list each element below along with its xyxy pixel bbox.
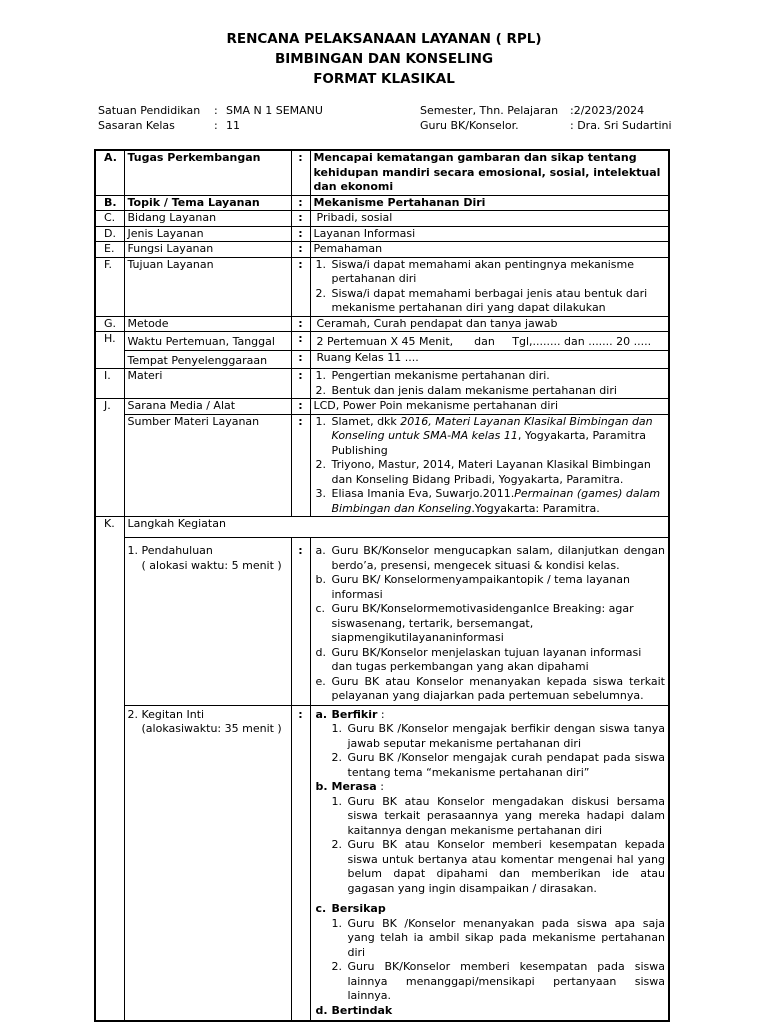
group-label: Bertindak [331,1003,393,1017]
row-value: LCD, Power Poin mekanisme pertahanan diri [310,399,669,415]
row-value [310,369,669,399]
step-note: ( alokasi waktu: 5 menit ) [141,558,282,572]
list-item [314,795,666,839]
row-label: Sarana Media / Alat [124,399,291,415]
row-langkah-kegiatan [95,517,669,538]
item-text: Guru BK atau Konselor menanyakan kepada siswa terkait pelayanan yang diajarkan pada pertemuan sebelumnya. [331,674,665,702]
row-code: F. [95,257,124,316]
item-number: 1. [315,414,326,428]
sasaran-value: 11 [226,119,240,132]
row-code: H. [95,332,124,369]
semester-label: Semester, Thn. Pelajaran [420,104,559,117]
row-tugas-perkembangan [95,150,669,195]
row-value [310,316,669,332]
row-code: I. [95,369,124,399]
list-item [314,751,666,780]
item-number: 2. [315,458,326,471]
row-topik [95,195,669,211]
item-text: Guru BK atau Konselor memberi kesempatan kepada siswa untuk bertanya atau komentar mengenai hal yang belum dapat dipahami dan memberikan ide atau gagasan yang ingin disampaikan / dirasakan. [347,838,665,895]
row-label: Tugas Perkembangan [124,150,291,195]
row-code: K. [95,517,124,1022]
row-sep: : [291,211,310,227]
row-pendahuluan [95,538,669,706]
row-label: Metode [124,316,291,332]
item-number: 2. [315,383,326,397]
row-label: Tujuan Layanan [124,257,291,316]
item-number: 1. [331,916,342,930]
row-value [310,332,669,351]
row-sep: : [291,316,310,332]
list-item [314,722,666,751]
row-value-text: Pribadi, sosial [316,211,393,224]
satuan-label: Satuan Pendidikan [98,104,201,117]
step-title: 2. Kegitan Inti [127,707,205,721]
item-number: 1. [331,794,342,808]
list-item [314,487,666,516]
guru-label: Guru BK/Konselor. [420,119,519,132]
list-item [314,917,666,961]
row-sep: : [291,399,310,415]
item-text: Guru BK/Konselor mengucapkan salam, dilanjutkan dengan berdo’a, presensi, mengecek situasi & kondisi kelas. [331,544,665,572]
row-sep: : [291,369,310,399]
row-tujuan [95,257,669,316]
list-item [314,384,666,399]
row-sumber [95,414,669,517]
row-fungsi [95,242,669,258]
group-heading [314,780,666,795]
list-item [314,415,666,459]
item-letter: c. [315,602,326,615]
item-number: 3. [315,487,326,500]
list-item [314,675,666,704]
item-number: 1. [315,257,326,271]
list-item [314,258,666,287]
row-value: Mencapai kematangan gambaran dan sikap tentang kehidupan mandiri secara emosional, sosial, intelektual dan ekonomi [310,150,669,195]
list-item [314,458,666,487]
item-number: 2. [331,751,342,764]
group-suffix: : [376,780,384,793]
row-code: D. [95,226,124,242]
list-item [314,838,666,896]
item-number: 1. [331,722,342,735]
row-label: Bidang Layanan [124,211,291,227]
group-label: Bersikap [331,902,386,915]
guru-value: : Dra. Sri Sudartini [570,119,672,132]
row-jenis [95,226,669,242]
item-text: Eliasa Imania Eva, Suwarjo.2011. [331,487,515,500]
list-item [314,646,666,675]
row-value-text: Ruang Kelas 11 .... [316,350,419,364]
row-tempat [95,350,669,369]
row-sarana [95,399,669,415]
satuan-colon: : [214,104,218,117]
item-number: 2. [331,838,342,851]
group-heading [314,902,666,917]
doc-title-line1: RENCANA PELAKSANAAN LAYANAN ( RPL) [226,31,542,47]
item-text: Guru BK /Konselor menanyakan pada siswa apa saja yang telah ia ambil sikap pada mekanisme pertahanan diri [347,916,665,959]
item-text-italic: Permainan (games) dalam Bimbingan dan Konseling [331,487,661,515]
group-letter: a. [315,707,328,721]
item-text: Triyono, Mastur, 2014, Materi Layanan Klasikal Bimbingan dan Konseling Bidang Pribadi, Yogyakarta, Paramitra. [331,458,651,486]
row-metode [95,316,669,332]
row-code: A. [95,150,124,195]
sasaran-label: Sasaran Kelas [98,119,175,132]
doc-title-line2: BIMBINGAN DAN KONSELING [274,51,494,67]
row-value [310,414,669,517]
row-sep: : [291,538,310,706]
step-label [124,538,291,706]
item-text-italic: 2016, Materi Layanan Klasikal Bimbingan dan Konseling untuk SMA-MA kelas 11 [331,414,653,442]
row-value [310,211,669,227]
item-letter: a. [315,544,326,557]
step-title: 1. Pendahuluan [127,544,213,557]
row-label: Fungsi Layanan [124,242,291,258]
satuan-value: SMA N 1 SEMANU [226,104,323,117]
list-item [314,287,666,316]
item-number: 1. [315,369,326,382]
item-text: Guru BK/Konselor memberi kesempatan pada siswa lainnya menanggapi/mensikapi pertanyaan siswa lainnya. [347,960,665,1002]
group-letter: b. [315,780,328,793]
sasaran-colon: : [214,119,218,132]
item-text: Guru BK/ Konselormenyampaikantopik / tema layanan informasi [331,573,630,601]
list-item [314,573,666,602]
step-label [124,705,291,1021]
list-item [314,602,666,646]
row-sep: : [291,350,310,369]
row-code: C. [95,211,124,227]
row-sep: : [291,226,310,242]
group-label: Merasa [331,780,377,793]
item-letter: e. [315,674,326,688]
row-bidang [95,211,669,227]
row-sep: : [291,705,310,1021]
row-code: G. [95,316,124,332]
row-label: Materi [124,369,291,399]
item-text: Bentuk dan jenis dalam mekanisme pertahanan diri [331,383,617,397]
item-text: Siswa/i dapat memahami berbagai jenis atau bentuk dari mekanisme pertahanan diri yang dapat dilakukan [331,286,648,314]
list-item [314,960,666,1004]
row-value-text: Ceramah, Curah pendapat dan tanya jawab [316,316,558,330]
row-sep: : [291,150,310,195]
item-number: 2. [331,960,342,973]
row-value [310,257,669,316]
item-text: Siswa/i dapat memahami akan pentingnya mekanisme pertahanan diri [331,257,634,285]
group-suffix: : [377,707,385,721]
row-value-text: 2 Pertemuan X 45 Menit, dan Tgl,........ dan ....... 20 ..... [316,335,652,348]
step-content [310,538,669,706]
row-value [310,350,669,369]
item-text: Guru BK/KonselormemotivasidenganIce Breaking: agar siswasenang, tertarik, bersemangat, siapmengikutilayananinformasi [331,602,634,644]
step-note: (alokasiwaktu: 35 menit ) [141,722,282,735]
rpl-table [94,149,670,1022]
item-text: Guru BK/Konselor menjelaskan tujuan layanan informasi dan tugas perkembangan yang akan dipahami [331,645,642,673]
row-sep: : [291,414,310,517]
list-item [314,369,666,384]
row-label: Jenis Layanan [124,226,291,242]
row-sep: : [291,242,310,258]
item-letter: b. [315,573,326,586]
row-label: Langkah Kegiatan [124,517,669,538]
item-text: , Yogyakarta, Paramitra Publishing [331,429,647,457]
group-label: Berfikir [331,707,378,721]
row-label: Tempat Penyelenggaraan [124,350,291,369]
group-heading [314,1004,666,1019]
row-value: Layanan Informasi [310,226,669,242]
item-text: Guru BK /Konselor mengajak berfikir dengan siswa tanya jawab seputar mekanisme pertahanan diri [347,722,665,750]
item-text: Guru BK /Konselor mengajak curah pendapat pada siswa tentang tema “mekanisme pertahanan diri” [347,751,665,779]
doc-title-line3: FORMAT KLASIKAL [313,71,455,87]
item-text: .Yogyakarta: Paramitra. [471,501,600,515]
group-heading [314,708,666,723]
row-label: Topik / Tema Layanan [124,195,291,211]
item-text: Slamet, dkk [331,414,401,428]
semester-value: :2/2023/2024 [570,104,645,117]
row-value: Pemahaman [310,242,669,258]
row-sep: : [291,195,310,211]
row-sep: : [291,257,310,316]
group-letter: c. [315,902,327,915]
item-letter: d. [315,645,326,659]
row-label: Sumber Materi Layanan [124,414,291,517]
row-waktu [95,332,669,351]
row-code: B. [95,195,124,211]
item-text: Pengertian mekanisme pertahanan diri. [331,369,550,382]
row-kegiatan-inti [95,705,669,1021]
row-label: Waktu Pertemuan, Tanggal [124,332,291,351]
list-item [314,544,666,573]
step-content [310,705,669,1021]
row-code: E. [95,242,124,258]
group-letter: d. [315,1003,328,1017]
row-code: J. [95,399,124,517]
row-materi [95,369,669,399]
row-value: Mekanisme Pertahanan Diri [310,195,669,211]
row-sep: : [291,332,310,351]
item-number: 2. [315,286,326,300]
item-text: Guru BK atau Konselor mengadakan diskusi bersama siswa terkait perasaannya yang mereka hadapi dalam kaitannya dengan mekanisme pertahanan diri [347,794,665,837]
